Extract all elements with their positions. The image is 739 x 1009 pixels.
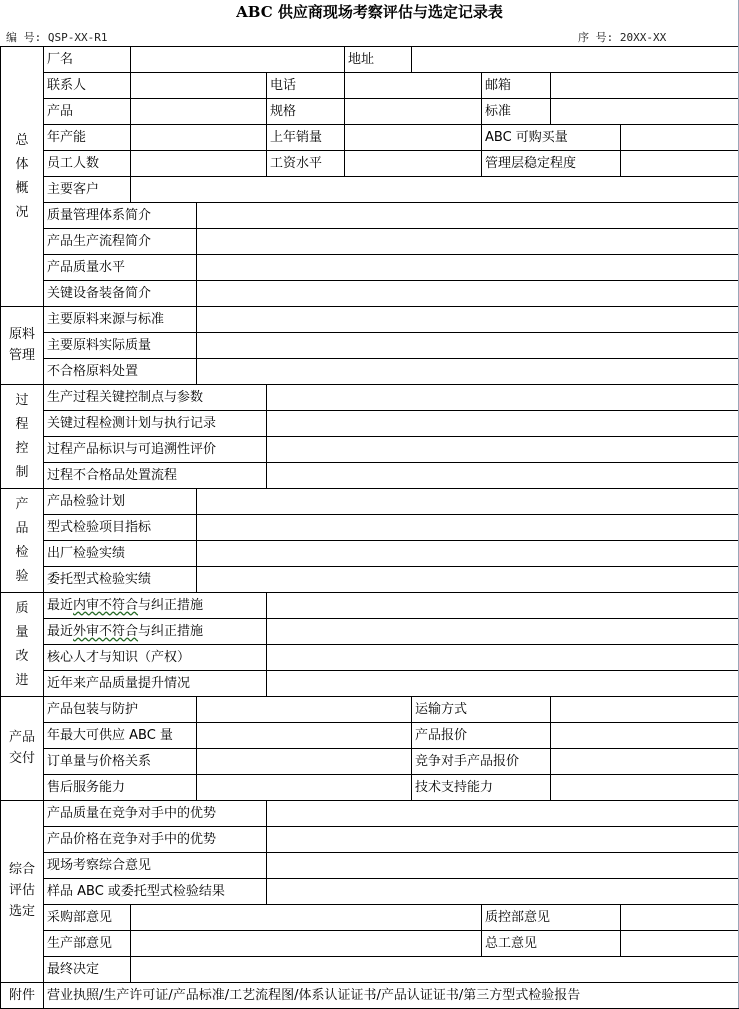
label-contact: 联系人	[44, 73, 131, 99]
label-type-test-items: 型式检验项目指标	[44, 515, 197, 541]
field-mgmt-stability[interactable]	[621, 151, 739, 177]
field-email[interactable]	[551, 73, 739, 99]
field-spec[interactable]	[345, 99, 482, 125]
field-purchasing[interactable]	[131, 905, 482, 931]
label-attachment: 附件	[1, 983, 44, 1009]
label-inspection-plan-2: 产品检验计划	[44, 489, 197, 515]
field-qc[interactable]	[621, 905, 739, 931]
field-internal-audit[interactable]	[267, 593, 739, 619]
field-key-equipment[interactable]	[197, 281, 739, 307]
attachment-items: 营业执照/生产许可证/产品标准/工艺流程图/体系认证证书/产品认证证书/第三方型式检验报告	[44, 983, 739, 1009]
field-material-quality[interactable]	[197, 333, 739, 359]
field-phone[interactable]	[345, 73, 482, 99]
label-competitor-quote: 竞争对手产品报价	[412, 749, 551, 775]
label-standard: 标准	[482, 99, 551, 125]
section-inspection: 产品检验	[1, 489, 44, 593]
label-key-points: 生产过程关键控制点与参数	[44, 385, 267, 411]
field-main-customers[interactable]	[131, 177, 739, 203]
field-process-flow[interactable]	[197, 229, 739, 255]
label-inspection-plan: 关键过程检测计划与执行记录	[44, 411, 267, 437]
field-abc-purchase[interactable]	[621, 125, 739, 151]
field-outgoing[interactable]	[197, 541, 739, 567]
field-competitor-quote[interactable]	[551, 749, 739, 775]
form-serial: 序 号: 20XX-XX	[578, 31, 667, 44]
label-quality-level: 产品质量水平	[44, 255, 197, 281]
label-transport: 运输方式	[412, 697, 551, 723]
label-order-price: 订单量与价格关系	[44, 749, 197, 775]
label-traceability: 过程产品标识与可追溯性评价	[44, 437, 267, 463]
field-site-opinion[interactable]	[267, 853, 739, 879]
field-standard[interactable]	[551, 99, 739, 125]
label-price-advantage: 产品价格在竞争对手中的优势	[44, 827, 267, 853]
label-production: 生产部意见	[44, 931, 131, 957]
field-quality-level[interactable]	[197, 255, 739, 281]
label-site-opinion: 现场考察综合意见	[44, 853, 267, 879]
field-qms-intro[interactable]	[197, 203, 739, 229]
label-email: 邮箱	[482, 73, 551, 99]
label-internal-audit: 最近内审不符合与纠正措施	[44, 593, 267, 619]
label-staff-count: 员工人数	[44, 151, 131, 177]
field-price-advantage[interactable]	[267, 827, 739, 853]
field-traceability[interactable]	[267, 437, 739, 463]
field-contact[interactable]	[131, 73, 267, 99]
label-sample-result: 样品 ABC 或委托型式检验结果	[44, 879, 267, 905]
field-inspection-plan-2[interactable]	[197, 489, 739, 515]
label-wage-level: 工资水平	[267, 151, 345, 177]
label-quality-advantage: 产品质量在竞争对手中的优势	[44, 801, 267, 827]
label-product: 产品	[44, 99, 131, 125]
label-process-flow: 产品生产流程简介	[44, 229, 197, 255]
label-abc-purchase: ABC 可购买量	[482, 125, 621, 151]
label-material-source: 主要原料来源与标准	[44, 307, 197, 333]
section-overview: 总体概况	[1, 47, 44, 307]
label-external-audit: 最近外审不符合与纠正措施	[44, 619, 267, 645]
field-after-sales[interactable]	[197, 775, 412, 801]
label-spec: 规格	[267, 99, 345, 125]
label-talent: 核心人才与知识（产权）	[44, 645, 267, 671]
field-address[interactable]	[412, 47, 739, 73]
field-order-price[interactable]	[197, 749, 412, 775]
label-material-quality: 主要原料实际质量	[44, 333, 197, 359]
label-purchasing: 采购部意见	[44, 905, 131, 931]
field-sample-result[interactable]	[267, 879, 739, 905]
section-process: 过程控制	[1, 385, 44, 489]
field-wage-level[interactable]	[345, 151, 482, 177]
field-material-source[interactable]	[197, 307, 739, 333]
label-annual-capacity: 年产能	[44, 125, 131, 151]
field-type-test-items[interactable]	[197, 515, 739, 541]
field-quote[interactable]	[551, 723, 739, 749]
field-factory-name[interactable]	[131, 47, 345, 73]
label-max-supply: 年最大可供应 ABC 量	[44, 723, 197, 749]
label-last-year-sales: 上年销量	[267, 125, 345, 151]
label-final: 最终决定	[44, 957, 131, 983]
field-last-year-sales[interactable]	[345, 125, 482, 151]
label-address: 地址	[345, 47, 412, 73]
field-talent[interactable]	[267, 645, 739, 671]
form-title: ABC 供应商现场考察评估与选定记录表	[236, 3, 503, 21]
label-material-nonconforming: 不合格原料处置	[44, 359, 197, 385]
field-external-audit[interactable]	[267, 619, 739, 645]
field-max-supply[interactable]	[197, 723, 412, 749]
field-packaging[interactable]	[197, 697, 412, 723]
field-quality-advantage[interactable]	[267, 801, 739, 827]
label-outgoing: 出厂检验实绩	[44, 541, 197, 567]
field-inspection-plan[interactable]	[267, 411, 739, 437]
label-gm: 总工意见	[482, 931, 621, 957]
field-final[interactable]	[131, 957, 739, 983]
label-quality-upgrade: 近年来产品质量提升情况	[44, 671, 267, 697]
field-nonconforming-flow[interactable]	[267, 463, 739, 489]
field-product[interactable]	[131, 99, 267, 125]
field-quality-upgrade[interactable]	[267, 671, 739, 697]
section-materials: 原料管理	[1, 307, 44, 385]
label-main-customers: 主要客户	[44, 177, 131, 203]
label-nonconforming-flow: 过程不合格品处置流程	[44, 463, 267, 489]
label-packaging: 产品包装与防护	[44, 697, 197, 723]
label-quote: 产品报价	[412, 723, 551, 749]
label-commissioned: 委托型式检验实绩	[44, 567, 197, 593]
label-factory-name: 厂名	[44, 47, 131, 73]
section-delivery: 产品交付	[1, 697, 44, 801]
record-table	[0, 46, 739, 1009]
field-commissioned[interactable]	[197, 567, 739, 593]
form-code: 编 号: QSP-XX-R1	[6, 31, 108, 44]
label-after-sales: 售后服务能力	[44, 775, 197, 801]
label-phone: 电话	[267, 73, 345, 99]
section-improvement: 质量改进	[1, 593, 44, 697]
field-key-points[interactable]	[267, 385, 739, 411]
label-tech-support: 技术支持能力	[412, 775, 551, 801]
field-production[interactable]	[131, 931, 482, 957]
label-key-equipment: 关键设备装备简介	[44, 281, 197, 307]
label-qms-intro: 质量管理体系简介	[44, 203, 197, 229]
field-material-nonconforming[interactable]	[197, 359, 739, 385]
field-gm[interactable]	[621, 931, 739, 957]
label-qc: 质控部意见	[482, 905, 621, 931]
field-annual-capacity[interactable]	[131, 125, 267, 151]
section-evaluation: 综合评估选定	[1, 801, 44, 983]
label-mgmt-stability: 管理层稳定程度	[482, 151, 621, 177]
field-tech-support[interactable]	[551, 775, 739, 801]
field-transport[interactable]	[551, 697, 739, 723]
field-staff-count[interactable]	[131, 151, 267, 177]
